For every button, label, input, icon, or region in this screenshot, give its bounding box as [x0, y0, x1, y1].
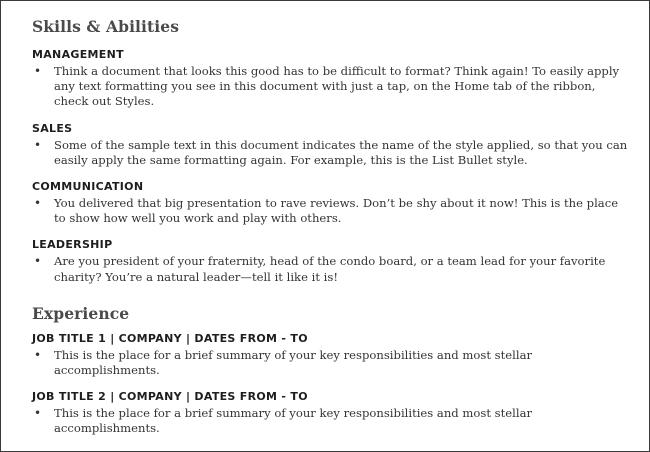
- list-item: [32, 138, 631, 168]
- list-item: [32, 348, 631, 378]
- experience-heading: Experience: [32, 303, 130, 323]
- skill-text-leadership: Are you president of your fraternity, head of the condo board, or a team lead for your favorite charity? You’re a natural leader—tell it like it is!: [54, 254, 606, 284]
- bullet-icon: •: [34, 64, 42, 78]
- skill-title-leadership: LEADERSHIP: [32, 238, 113, 252]
- skill-list-sales: [32, 138, 631, 168]
- skill-text-management: Think a document that looks this good has to be difficult to format? Think again! To easily apply any text formatting you see in this document with just a tap, on the Home tab of the ribbon, check out Styles.: [54, 64, 620, 109]
- skills-heading: Skills & Abilities: [32, 17, 180, 36]
- skill-title-management: MANAGEMENT: [32, 48, 124, 61]
- job-text-1: This is the place for a brief summary of your key responsibilities and most stellar accomplishments.: [54, 347, 533, 378]
- bullet-icon: •: [34, 406, 42, 421]
- skill-text-sales: Some of the sample text in this document indicates the name of the style applied, so that you can easily apply the same formatting again. For example, this is the List Bullet style.: [54, 137, 628, 167]
- skill-list-leadership: [32, 254, 631, 284]
- job-list-1: [32, 348, 631, 378]
- job-title-1: JOB TITLE 1 | COMPANY | DATES FROM - TO: [32, 331, 308, 345]
- list-item: [32, 64, 631, 110]
- list-item: [32, 406, 631, 436]
- bullet-icon: •: [34, 196, 42, 211]
- bullet-icon: •: [34, 254, 42, 269]
- skill-list-management: [32, 64, 631, 110]
- list-item: [32, 254, 631, 284]
- skill-title-communication: COMMUNICATION: [32, 180, 144, 194]
- job-title-2: JOB TITLE 2 | COMPANY | DATES FROM - TO: [32, 390, 308, 404]
- bullet-icon: •: [34, 137, 42, 152]
- skill-title-sales: SALES: [32, 121, 73, 135]
- job-list-2: [32, 406, 631, 436]
- job-text-2: This is the place for a brief summary of your key responsibilities and most stellar accomplishments.: [54, 406, 533, 436]
- skill-list-communication: [32, 196, 631, 226]
- list-item: [32, 196, 631, 226]
- bullet-icon: •: [34, 347, 42, 362]
- skill-text-communication: You delivered that big presentation to rave reviews. Don’t be shy about it now! This is the place to show how well you work and play with others.: [54, 196, 619, 226]
